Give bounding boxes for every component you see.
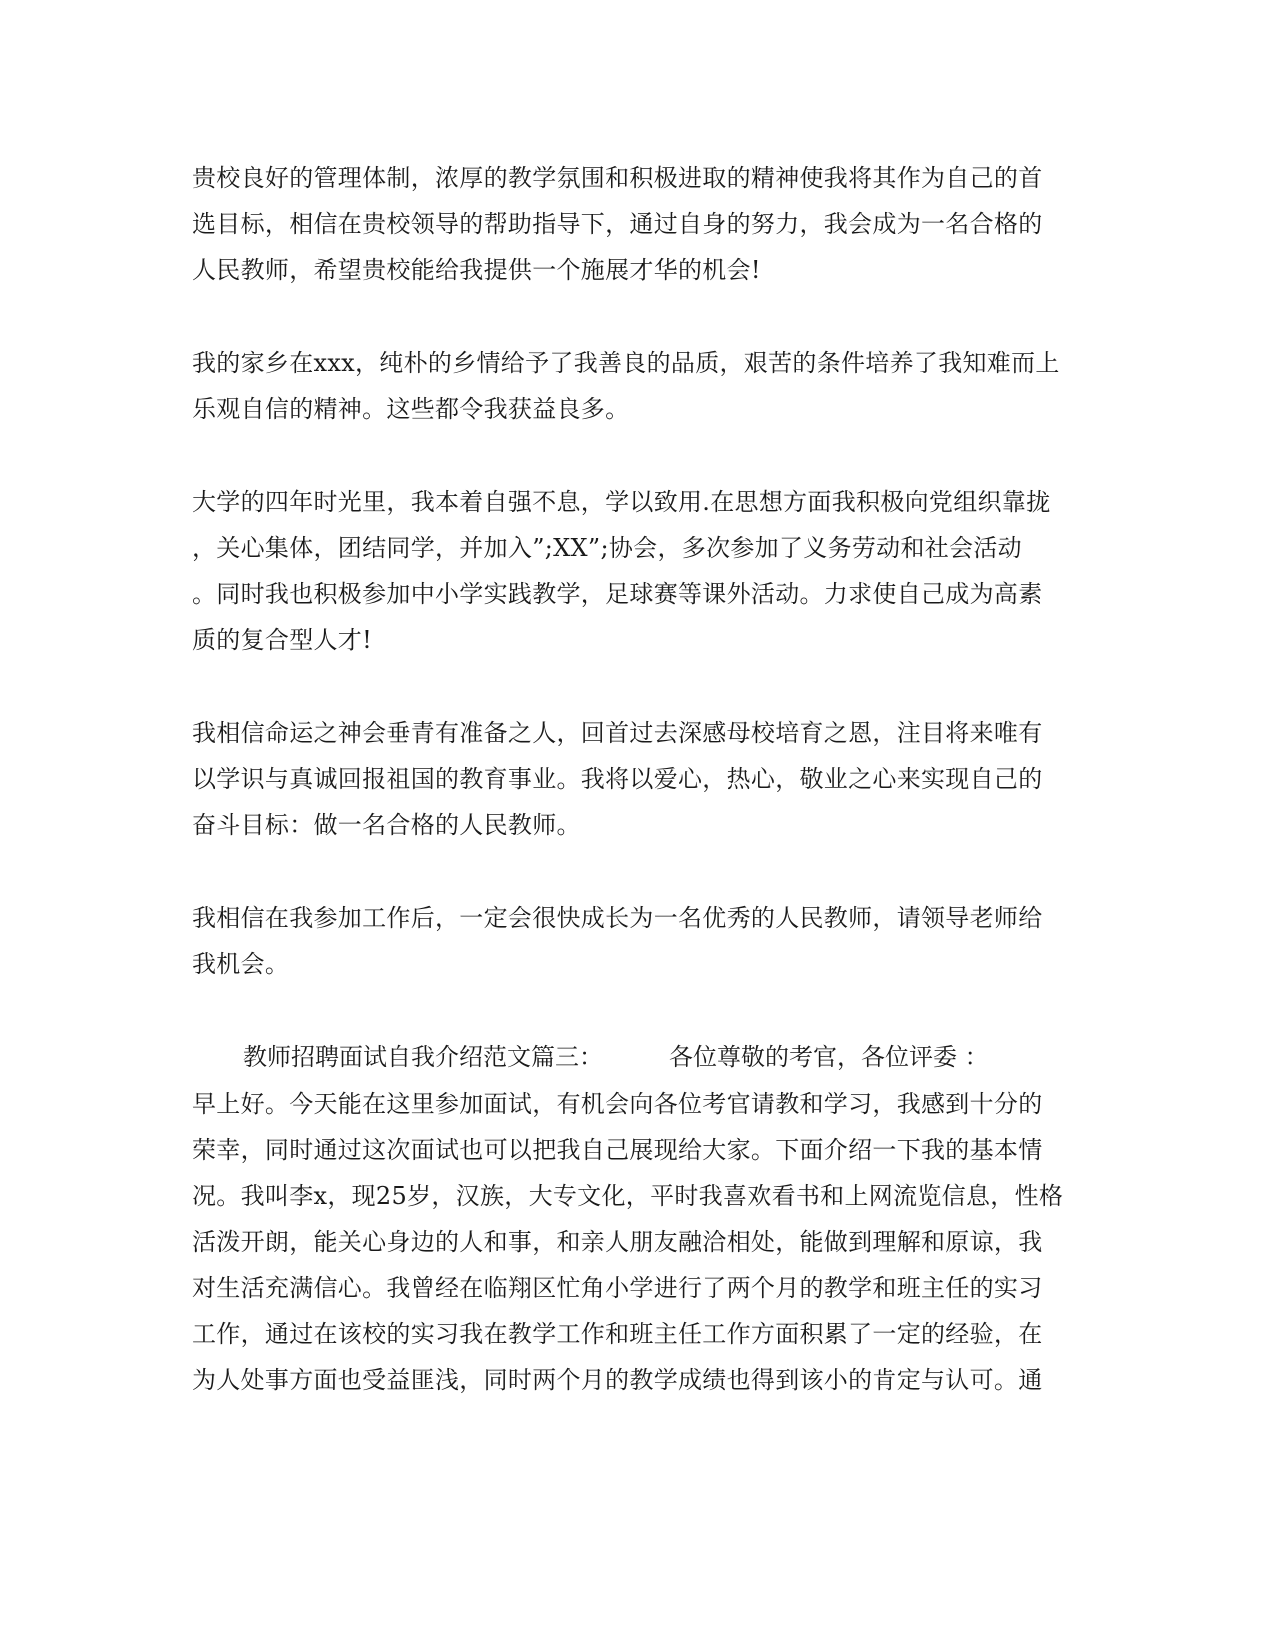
paragraph-3-line-2: ，关心集体，团结同学，并加入”;XX”;协会，多次参加了义务劳动和社会活动 bbox=[192, 534, 1022, 562]
final-paragraph-line-1: 早上好。今天能在这里参加面试，有机会向各位考官请教和学习，我感到十分的 bbox=[192, 1090, 1043, 1118]
final-paragraph-line-7: 为人处事方面也受益匪浅，同时两个月的教学成绩也得到该小的肯定与认可。通 bbox=[192, 1366, 1043, 1394]
final-paragraph-line-3: 况。我叫李x，现25岁，汉族，大专文化，平时我喜欢看书和上网流览信息，性格 bbox=[192, 1182, 1064, 1210]
paragraph-2-line-2: 乐观自信的精神。这些都令我获益良多。 bbox=[192, 395, 630, 423]
paragraph-4-line-2: 以学识与真诚回报祖国的教育事业。我将以爱心，热心，敬业之心来实现自己的 bbox=[192, 765, 1043, 793]
paragraph-1-line-2: 选目标，相信在贵校领导的帮助指导下，通过自身的努力，我会成为一名合格的 bbox=[192, 210, 1043, 238]
final-paragraph-line-5: 对生活充满信心。我曾经在临翔区忙角小学进行了两个月的教学和班主任的实习 bbox=[192, 1274, 1043, 1302]
paragraph-3-line-4: 质的复合型人才! bbox=[192, 626, 373, 654]
final-paragraph-line-2: 荣幸，同时通过这次面试也可以把我自己展现给大家。下面介绍一下我的基本情 bbox=[192, 1136, 1043, 1164]
paragraph-3-line-1: 大学的四年时光里，我本着自强不息，学以致用.在思想方面我积极向党组织靠拢 bbox=[192, 488, 1051, 516]
final-paragraph-line-6: 工作，通过在该校的实习我在教学工作和班主任工作方面积累了一定的经验，在 bbox=[192, 1320, 1043, 1348]
greeting: 各位尊敬的考官，各位评委 ： bbox=[669, 1043, 989, 1071]
paragraph-3-line-3: 。同时我也积极参加中小学实践教学，足球赛等课外活动。力求使自己成为高素 bbox=[192, 580, 1043, 608]
final-paragraph-line-4: 活泼开朗，能关心身边的人和事，和亲人朋友融洽相处，能做到理解和原谅，我 bbox=[192, 1228, 1043, 1256]
paragraph-2-line-1: 我的家乡在xxx，纯朴的乡情给予了我善良的品质，艰苦的条件培养了我知难而上 bbox=[192, 349, 1060, 377]
paragraph-1-line-3: 人民教师，希望贵校能给我提供一个施展才华的机会! bbox=[192, 256, 761, 284]
paragraph-5-line-2: 我机会。 bbox=[192, 950, 290, 978]
paragraph-5-line-1: 我相信在我参加工作后，一定会很快成长为一名优秀的人民教师，请领导老师给 bbox=[192, 904, 1043, 932]
paragraph-4-line-1: 我相信命运之神会垂青有准备之人，回首过去深感母校培育之恩，注目将来唯有 bbox=[192, 719, 1043, 747]
section-heading: 教师招聘面试自我介绍范文篇三： bbox=[243, 1043, 603, 1071]
paragraph-1-line-1: 贵校良好的管理体制，浓厚的教学氛围和积极进取的精神使我将其作为自己的首 bbox=[192, 164, 1043, 192]
paragraph-4-line-3: 奋斗目标：做一名合格的人民教师。 bbox=[192, 811, 581, 839]
